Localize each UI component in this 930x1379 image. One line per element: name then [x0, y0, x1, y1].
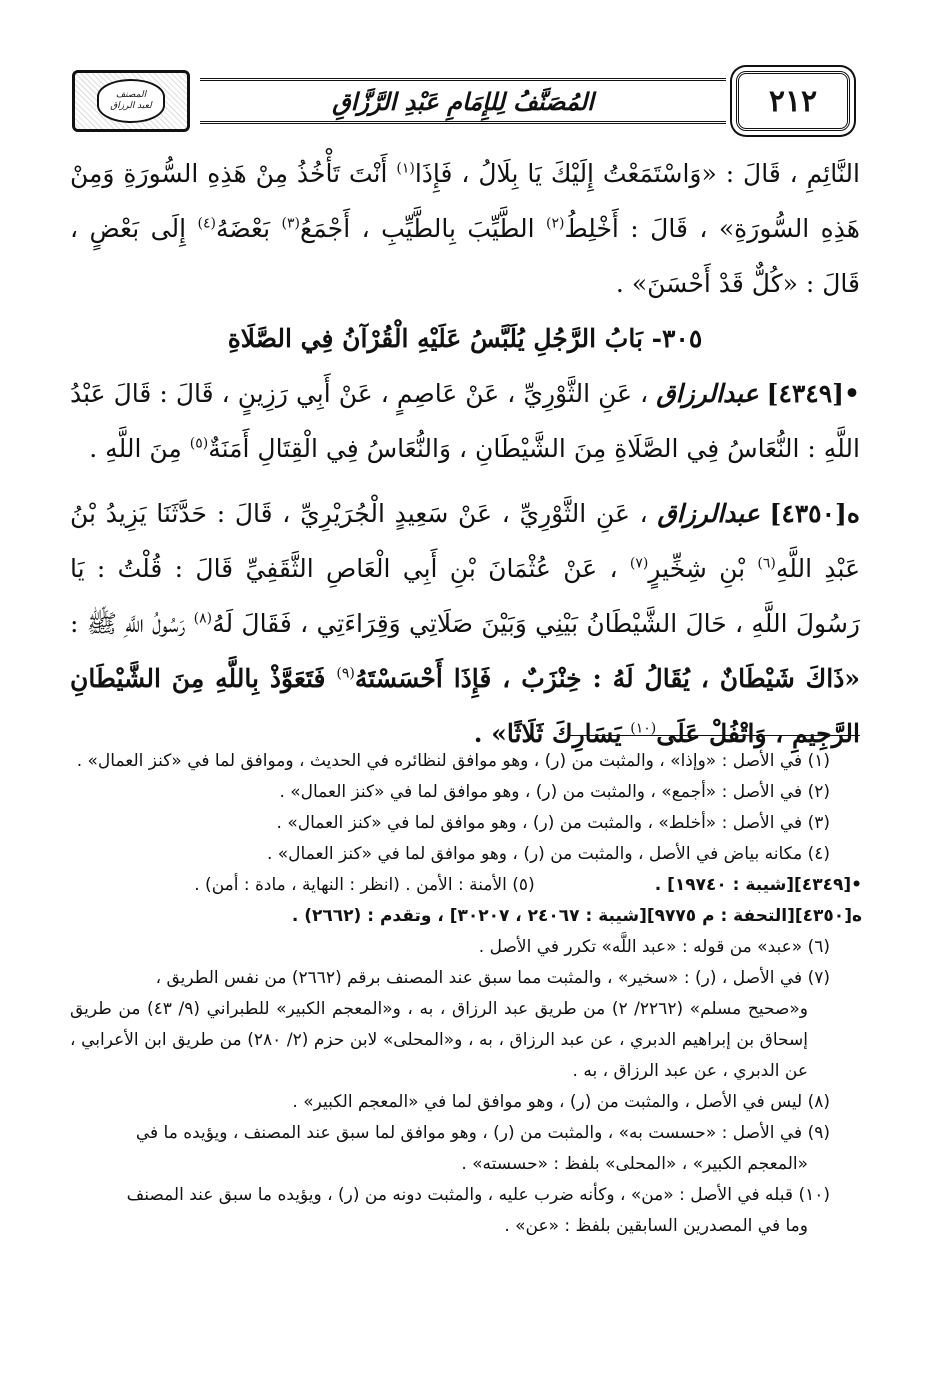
logo-seal — [97, 79, 165, 123]
footnote-2: (٢) في الأصل : «أجمع» ، والمثبت من (ر) ، وهو موافق لما في «كنز العمال» . — [279, 782, 830, 802]
footnote-ref: (٨) — [193, 610, 213, 627]
logo-line-1: المصنف — [115, 90, 147, 100]
footnote-ref: (٥) — [189, 435, 209, 452]
footnote-ref: (٧) — [629, 555, 649, 572]
text-run: الطَّيِّبَ بِالطَّيِّبِ ، أَجْمَعُ — [299, 214, 546, 243]
hadith-4349 — [70, 366, 860, 476]
text-run: إِلَى بَعْضٍ ، قَالَ : «كُلٌّ قَدْ أَحْسَنَ» . — [70, 214, 860, 298]
running-title: المُصَنَّفُ لِلإِمَامِ عَبْدِ الرَّزَّاقِ — [200, 78, 726, 124]
footnote-7: (٧) في الأصل ، (ر) : «سخير» ، والمثبت مما سبق عند المصنف برقم (٢٦٦٢) من نفس الطريق ، — [155, 968, 830, 988]
prophetic-text: فَتَعَوَّذْ بِاللَّهِ مِنَ الشَّيْطَانِ الرَّجِيمِ ، وَاتْفُلْ عَلَى — [70, 664, 860, 748]
hadith-4350 — [70, 486, 860, 761]
footnote-1: (١) في الأصل : «وإذا» ، والمثبت من (ر) ، وهو موافق لنظائره في الحديث ، وموافق لما في «كنز العمال» . — [76, 751, 830, 771]
footnote-ref: (٩) — [336, 665, 355, 682]
text-run: النَّائِمِ ، قَالَ : «وَاسْتَمَعْتُ إِلَيْكَ يَا بِلَالُ ، فَإِذَا — [414, 159, 860, 188]
hadith-text: مِنَ اللَّهِ . — [89, 434, 190, 463]
reference-4349-sources: •[٤٣٤٩][شيبة : ١٩٧٤٠] . — [654, 875, 862, 895]
footnote-7-cont: و«صحيح مسلم» (٢٢٦٢/ ٢) من طريق عبد الرزاق ، به ، و«المعجم الكبير» للطبراني (٩/ ٤٣) من طريق إسحاق بن إبراهيم الدبري ، عن عبد الرزاق ، به ، و«المحلى» لابن حزم (٢/ ٢٨٠) من طريق ابن الأعرابي ، عن الدبري ، عن عبد الرزاق ، به . — [70, 999, 808, 1081]
hadith-marker: • — [844, 379, 860, 408]
hadith-text: ، عَنْ عُثْمَانَ بْنِ أَبِي الْعَاصِ الثَّقَفِيِّ قَالَ : قُلْتُ : يَا رَسُولَ اللَّهِ ، حَالَ الشَّيْطَانُ بَيْنِي وَبَيْنَ صَلَاتِي وَقِرَاءَتِي ، فَقَالَ لَهُ — [70, 554, 860, 638]
narrator-name: عبدالرزاق — [657, 499, 760, 528]
footnote-ref: (٢) — [545, 215, 565, 232]
hadith-text: ، عَنِ الثَّوْرِيِّ ، عَنْ سَعِيدٍ الْجُرَيْرِيِّ ، قَالَ : حَدَّثَنَا يَزِيدُ بْنُ عَبْدِ اللَّهِ — [70, 499, 860, 583]
footnote-ref: (١) — [396, 160, 415, 177]
footnote-9: (٩) في الأصل : «حسست به» ، والمثبت من (ر) ، وهو موافق لما سبق عند المصنف ، ويؤيده ما في — [135, 1123, 830, 1143]
footnote-ref: (٦) — [757, 555, 776, 572]
text-run: بَعْضَهُ — [215, 214, 282, 243]
hadith-marker: ه — [846, 499, 860, 528]
reference-4349 — [70, 870, 870, 901]
footnote-separator — [570, 735, 860, 736]
book-logo — [72, 70, 190, 132]
page-header — [72, 68, 850, 134]
text-run: أَنْتَ تَأْخُذُ مِنْ هَذِهِ السُّورَةِ وَمِنْ هَذِهِ السُّورَةِ» ، قَالَ : أَخْلِطُ — [70, 159, 860, 243]
footnote-6: (٦) «عبد» من قوله : «عبد اللَّه» تكرر في الأصل . — [478, 937, 830, 957]
prophetic-text: «ذَاكَ شَيْطَانٌ ، يُقَالُ لَهُ : خِنْزَبٌ ، فَإِذَا أَحْسَسْتَهُ — [354, 664, 860, 693]
narrator-name: عبدالرزاق — [656, 379, 759, 408]
footnote-4: (٤) مكانه بياض في الأصل ، والمثبت من (ر) ، وهو موافق لما في «كنز العمال» . — [266, 844, 830, 864]
reference-4350: ه[٤٣٥٠][التحفة : م ٩٧٧٥][شيبة : ٢٤٠٦٧ ، ٣٠٢٠٧] ، وتقدم : (٢٦٦٢) . — [291, 906, 862, 926]
footnote-9-cont: «المعجم الكبير» ، «المحلى» بلفظ : «حسسته» . — [461, 1154, 808, 1174]
prophetic-text: يَسَارِكَ ثَلَاثًا» . — [473, 719, 631, 748]
footnote-ref: (١٠) — [630, 720, 657, 737]
continuation-paragraph — [70, 146, 860, 311]
logo-line-2: لعبد الرزاق — [110, 101, 152, 111]
footnote-ref: (٤) — [197, 215, 216, 232]
page-number: ٢١٢ — [736, 71, 850, 131]
hadith-text: ، عَنِ الثَّوْرِيِّ ، عَنْ عَاصِمٍ ، عَنْ أَبِي رَزِينٍ ، قَالَ : قَالَ عَبْدُ اللَّهِ : النُّعَاسُ فِي الصَّلَاةِ مِنَ الشَّيْطَانِ ، وَالنُّعَاسُ فِي الْقِتَالِ أَمَنَةٌ — [70, 379, 860, 463]
hadith-number: [٤٣٤٩] — [766, 379, 845, 408]
chapter-title: ٣٠٥- بَابُ الرَّجُلِ يُلَبَّسُ عَلَيْهِ الْقُرْآنُ فِي الصَّلَاةِ — [227, 324, 703, 353]
footnote-8: (٨) ليس في الأصل ، والمثبت من (ر) ، وهو موافق لما في «المعجم الكبير» . — [292, 1092, 830, 1112]
footnote-5: (٥) الأمنة : الأمن . (انظر : النهاية ، مادة : أمن) . — [194, 875, 535, 895]
footnote-10: (١٠) قبله في الأصل : «من» ، وكأنه ضرب عليه ، والمثبت دونه من (ر) ، ويؤيده ما سبق عند المصنف — [126, 1185, 830, 1205]
footnote-3: (٣) في الأصل : «أخلط» ، والمثبت من (ر) ، وهو موافق لما في «كنز العمال» . — [276, 813, 830, 833]
hadith-number: [٤٣٥٠] — [769, 499, 847, 528]
footnotes — [70, 746, 870, 1242]
footnote-10-cont: وما في المصدرين السابقين بلفظ : «عن» . — [504, 1216, 808, 1236]
footnote-ref: (٣) — [281, 215, 300, 232]
hadith-text: رَسُولُ اللَّهِ ﷺ : — [70, 609, 194, 638]
main-text — [70, 146, 860, 761]
hadith-text: بْنِ شِخِّيرٍ — [648, 554, 758, 583]
